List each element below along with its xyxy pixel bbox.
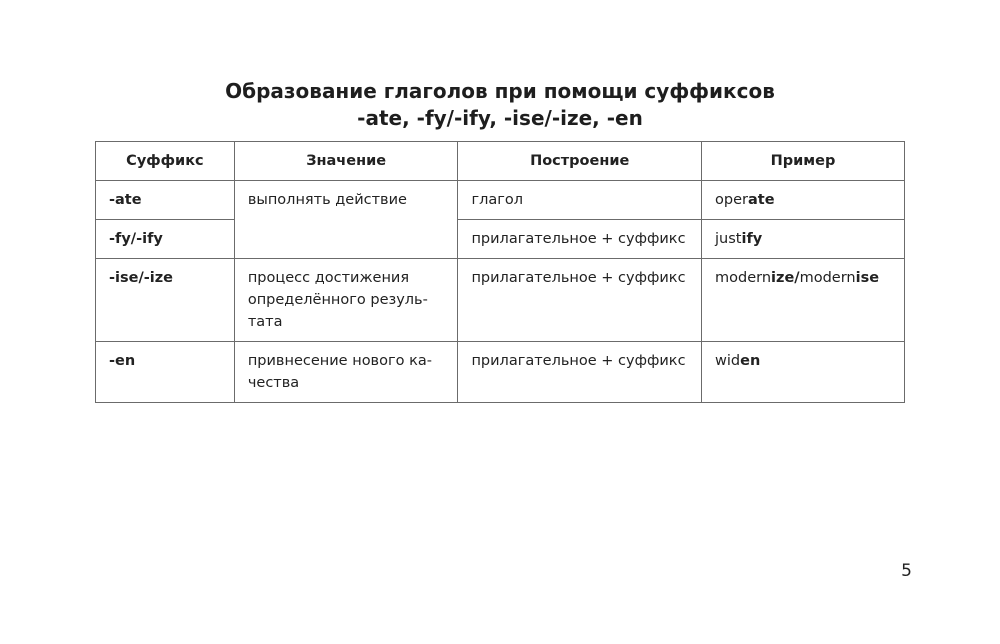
table-row: [96, 220, 905, 259]
meaning-line: процесс достижения: [247, 270, 410, 286]
meaning-line: определённого резуль-: [247, 292, 428, 308]
suffix-table: [95, 141, 905, 403]
meaning-cell: [234, 342, 458, 403]
header-suffix: Суффикс: [96, 142, 235, 181]
example-cell: [702, 220, 905, 259]
table-header-row: [96, 142, 905, 181]
suffix-cell: -fy/-ify: [96, 220, 235, 259]
example-suffix: ate: [747, 192, 775, 208]
meaning-line: чества: [247, 375, 300, 391]
example-cell: [702, 259, 905, 342]
construction-cell: прилагательное + суффикс: [458, 220, 702, 259]
example-cell: [702, 342, 905, 403]
suffix-cell: -ise/-ize: [96, 259, 235, 342]
page-number: 5: [901, 561, 912, 581]
header-example: Пример: [702, 142, 905, 181]
example-stem: modern: [799, 270, 856, 286]
table-row: [96, 259, 905, 342]
example-suffix: ise: [855, 270, 880, 286]
suffix-cell: -ate: [96, 181, 235, 220]
construction-cell: глагол: [458, 181, 702, 220]
meaning-line: привнесение нового ка-: [247, 353, 432, 369]
example-suffix: ify: [741, 231, 763, 247]
construction-cell: прилагательное + суффикс: [458, 342, 702, 403]
example-suffix: ize/: [771, 270, 800, 286]
page-title: [0, 78, 1000, 132]
meaning-cell: выполнять действие: [234, 181, 458, 259]
example-stem: wid: [715, 353, 741, 369]
example-stem: oper: [715, 192, 748, 208]
title-line-1: Образование глаголов при помощи суффиксов: [225, 79, 775, 103]
example-stem: just: [715, 231, 742, 247]
title-line-2: -ate, -fy/-ify, -ise/-ize, -en: [357, 106, 643, 130]
table-row: [96, 181, 905, 220]
suffix-cell: -en: [96, 342, 235, 403]
header-meaning: Значение: [234, 142, 458, 181]
table-row: [96, 342, 905, 403]
meaning-cell: [234, 259, 458, 342]
example-suffix: en: [740, 353, 761, 369]
example-stem: modern: [715, 270, 772, 286]
example-cell: [702, 181, 905, 220]
construction-cell: прилагательное + суффикс: [458, 259, 702, 342]
meaning-line: тата: [247, 314, 283, 330]
header-construction: Построение: [458, 142, 702, 181]
